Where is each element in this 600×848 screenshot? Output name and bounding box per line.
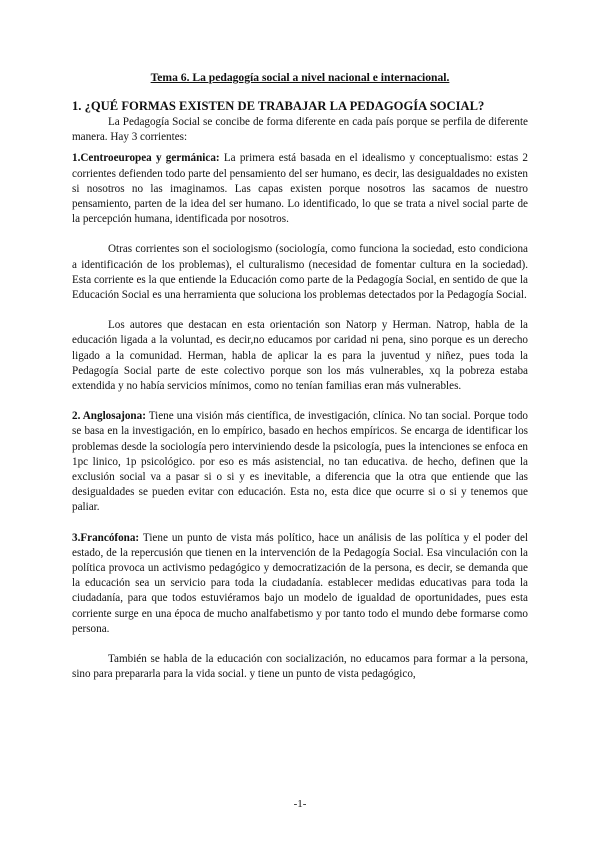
socializacion-paragraph: También se habla de la educación con socialización, no educamos para formar a la persona, sino para prepararla para la vida social. y tiene un punto de vista pedagógico, <box>72 653 528 681</box>
francofona-label: 3.Francófona: <box>72 531 140 544</box>
document-title: Tema 6. La pedagogía social a nivel nacional e internacional. <box>150 71 450 84</box>
anglosajona-label: 2. Anglosajona: <box>72 410 146 423</box>
centroeuropea-label: 1.Centroeuropea y germánica: <box>72 152 220 165</box>
anglosajona-paragraph <box>72 409 528 515</box>
section-heading: 1. ¿QUÉ FORMAS EXISTEN DE TRABAJAR LA PEDAGOGÍA SOCIAL? <box>72 99 485 113</box>
page-number: -1- <box>293 798 307 810</box>
corrientes-paragraph: Otras corrientes son el sociologismo (sociología, como funciona la sociedad, esto condiciona a identificación de los problemas), el culturalismo (necesidad de fomentar cultura en la sociedad). Esta corriente es la que entiende la Educación como parte de la Pedagogía Social, en sentido de que la Educación Social es una herramienta que soluciona los problemas detectados por la Pedagogía Social. <box>72 243 528 302</box>
francofona-text: Tiene un punto de vista más político, hace un análisis de las política y el poder del estado, de la repercusión que tienen en la intervención de la Pedagogía Social. Esa vinculación con la política provoca un activismo pedagógico y democratización de la persona, es decir, se demanda que la educación sea un servicio para toda la ciudadanía. establecer medidas educativas para toda la ciudadanía, para que todos estuviéramos bajo un modelo de igualdad de oportunidades, pues esta corriente surge en una época de mucho analfabetismo y por tanto todo el mundo debe formarse como persona. <box>72 531 528 635</box>
francofona-paragraph <box>72 531 528 637</box>
centroeuropea-text: La primera está basada en el idealismo y conceptualismo: estas 2 corrientes defienden todo parte del pensamiento del ser humano, es decir, las desigualdades no existen si nosotros no las imaginamos. Las capas existen porque nosotros las sacamos de nuestro pensamiento, parten de la idea del ser humano. Lo identificado, lo que se trata a nivel social parte de la percepción humana, identificada por nosotros. <box>72 152 529 226</box>
centroeuropea-paragraph <box>72 151 528 227</box>
document-page <box>72 70 528 683</box>
anglosajona-text: Tiene una visión más científica, de investigación, clínica. No tan social. Porque todo se basa en la investigación, en lo empírico, basado en hechos empíricos. Se encarga de identificar los problemas desde la sociología pero interviniendo desde la psicología, pues la intenciones se enfoca en 1pc linico, 1p psicológico. por eso es más asistencial, no tan educativa. de hecho, definen que la exclusión social va a pasar si o si y es inevitable, a diferencia que la otra que entiende que las desigualdades se pueden evitar con educación. Esta no, esta dice que ocurre si o si y tenemos que paliar. <box>72 410 528 514</box>
autores-paragraph: Los autores que destacan en esta orientación son Natorp y Herman. Natrop, habla de la educación ligada a la voluntad, es decir,no educamos por caridad ni pena, sino porque es un derecho ligado a la comunidad. Herman, habla de aplicar la es para la juventud y niñez, pues toda la Pedagogía Social parte de este colectivo porque son los más vulnerables, xq la pobreza estaba extendida y no había servicios mínimos, como no tenían familias eran más vulnerables. <box>72 319 528 393</box>
intro-paragraph: La Pedagogía Social se concibe de forma diferente en cada país porque se perfila de diferente manera. Hay 3 corrientes: <box>72 116 528 144</box>
